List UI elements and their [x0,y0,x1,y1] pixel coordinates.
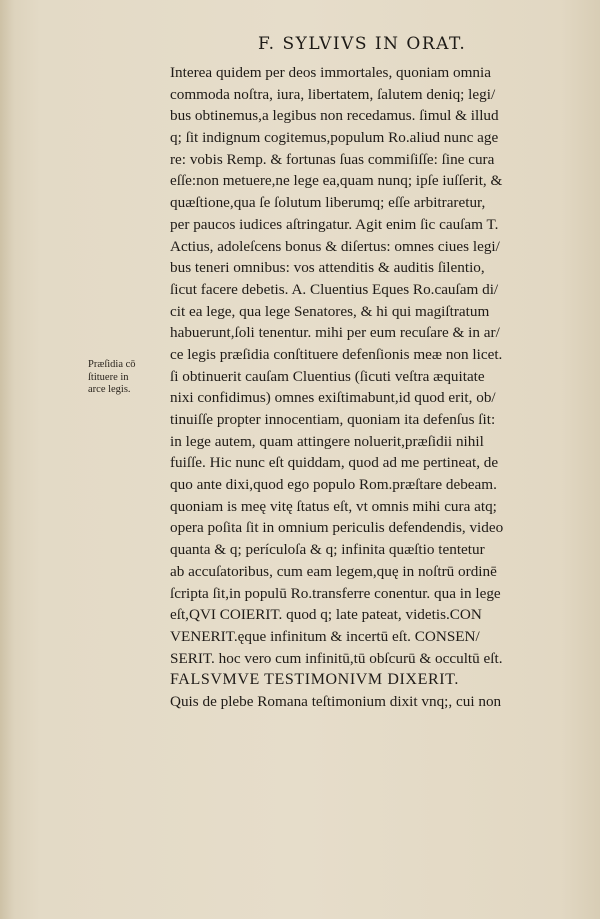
text-line: per paucos iudices aſtringatur. Agit enim ſic cauſam T. [170,215,499,233]
text-line: nixi confidimus) omnes exiſtimabunt,id quod erit, ob/ [170,389,496,407]
text-line: bus teneri omnibus: vos attenditis & auditis ſilentio, [170,259,485,277]
text-line: tinuiſſe propter innocentiam, quoniam ita defenſus ſit: [170,411,496,428]
text-line: opera poſita ſit in omnium periculis defendendis, video [170,519,504,537]
body-text [170,62,575,713]
text-line: ſicut facere debetis. A. Cluentius Eques Ro.cauſam di/ [170,280,499,298]
text-line: bus obtinemus,a legibus non recedamus. ſimul & illud [170,107,499,125]
text-line: q; ſit indignum cogitemus,populum Ro.aliud nunc age [170,129,499,147]
text-line: eſt,QVI COIERIT. quod q; late pateat, videtis.CON [170,606,482,624]
text-line: habuerunt,ſoli tenentur. mihi per eum recuſare & in ar/ [170,324,500,342]
text-line: quo ante dixi,quod ego populo Rom.præſtare debeam. [170,476,497,494]
text-line: re: vobis Remp. & fortunas ſuas commiſiſſe: ſine cura [170,150,495,168]
text-line: ſcripta ſit,in populū Ro.transferre conentur. qua in lege [170,584,501,602]
text-line: quanta & q; perículoſa & q; infinita quæſtio tentetur [170,541,485,559]
margin-note [88,359,170,397]
text-line: SERIT. hoc vero cum infinitū,tū obſcurū & occultū eſt. [170,649,503,667]
text-line: commoda noſtra, iura, libertatem, ſalutem deniq; legi/ [170,85,496,103]
text-line: ce legis præſidia conſtituere defenſionis meæ non licet. [170,345,503,363]
text-line: Actius, adoleſcens bonus & diſertus: omnes ciues legi/ [170,237,500,255]
text-line: Interea quidem per deos immortales, quoniam omnia [170,64,491,81]
text-line: eſſe:non metuere,ne lege ea,quam nunq; ipſe iuſſerit, & [170,172,503,190]
margin-note-line: arce legis. [88,384,131,395]
text-line: cit ea lege, qua lege Senatores, & hi qui magiſtratum [170,302,490,320]
text-line-caps: FALSVMVE TESTIMONIVM DIXERIT. [170,671,459,689]
text-line: quæſtione,qua ſe ſolutum liberumq; eſſe arbitraretur, [170,194,486,212]
text-line: VENERIT.ęque infinitum & incertū eſt. CONSEN/ [170,627,480,645]
text-line: ab accuſatoribus, cum eam legem,quę in noſtrū ordinē [170,562,497,580]
margin-note-line: ſtituere in [88,371,129,383]
text-line: quoniam is meę vitę ſtatus eſt, vt omnis mihi cura atq; [170,497,497,515]
margin-note-line: Præſidia cō [88,359,136,370]
text-line: fuiſſe. Hic nunc eſt quiddam, quod ad me pertineat, de [170,454,499,472]
text-line: Quis de plebe Romana teſtimonium dixit vnq;, cui non [170,692,502,710]
text-line: ſi obtinuerit cauſam Cluentius (ſicuti veſtra æquitate [170,367,485,385]
text-line: in lege autem, quam attingere noluerit,præſidii nihil [170,432,484,450]
running-header: F. SYLVIVS IN ORAT. [258,34,467,54]
